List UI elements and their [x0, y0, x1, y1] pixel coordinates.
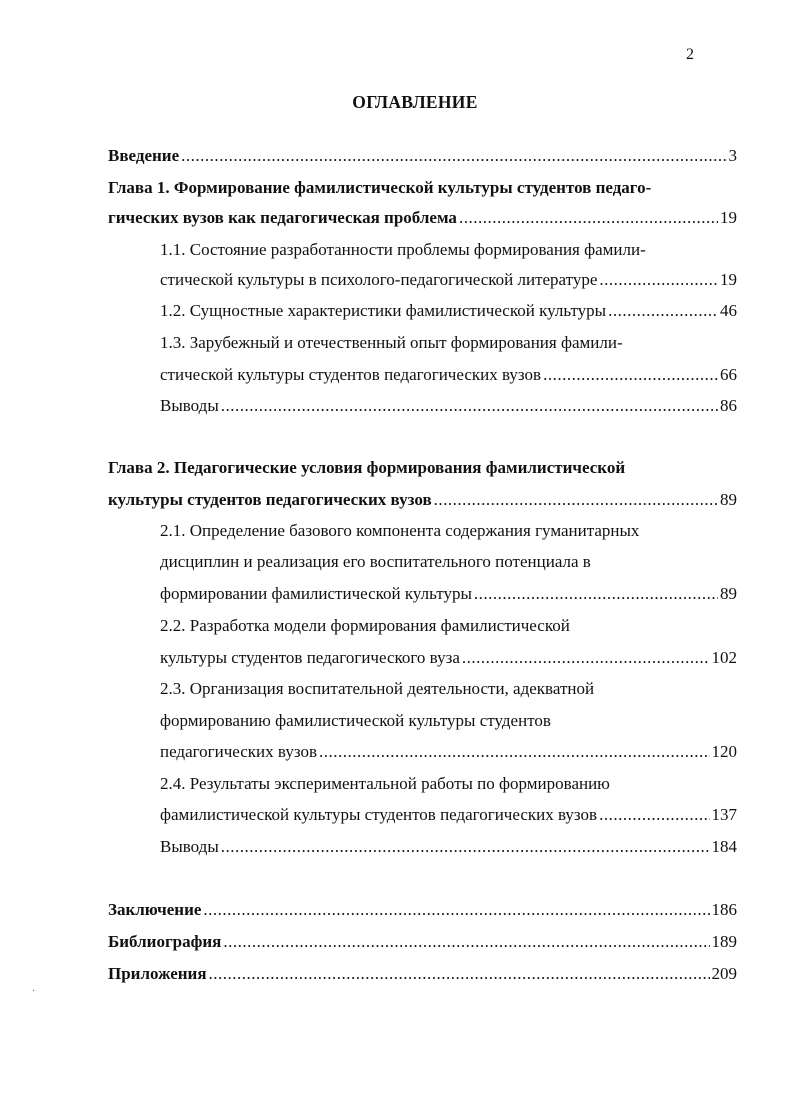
- dot-leader: [181, 144, 726, 168]
- toc-chapter-1: [108, 206, 737, 230]
- entry-text: Приложения: [108, 964, 207, 983]
- entry-text: формировании фамилистической культуры: [160, 584, 472, 603]
- toc-title: ОГЛАВЛЕНИЕ: [352, 92, 478, 112]
- entry-text: культуры студентов педагогического вуза: [160, 648, 460, 667]
- entry-page: 186: [711, 900, 737, 919]
- toc-section-2-3: [160, 740, 737, 764]
- entry-text: гических вузов как педагогическая проблема: [108, 208, 457, 227]
- toc-section-1-3: [160, 363, 737, 387]
- toc-section-2-4-line-1: 2.4. Результаты экспериментальной работы по формированию: [160, 774, 610, 793]
- dot-leader: [459, 206, 718, 230]
- entry-text: Выводы: [160, 396, 219, 415]
- dot-leader: [434, 488, 718, 512]
- toc-section-2-3-line-2: формированию фамилистической культуры студентов: [160, 711, 551, 730]
- dot-leader: [319, 740, 710, 764]
- dot-leader: [608, 299, 718, 323]
- entry-page: 89: [720, 584, 737, 603]
- entry-page: 3: [728, 146, 737, 165]
- toc-entry-conclusion: [108, 898, 737, 922]
- entry-text: Библиография: [108, 932, 222, 951]
- dot-leader: [462, 646, 710, 670]
- dot-leader: [543, 363, 718, 387]
- entry-page: 184: [711, 837, 737, 856]
- entry-text: фамилистической культуры студентов педагогических вузов: [160, 805, 598, 824]
- entry-page: 86: [720, 396, 737, 415]
- toc-section-2-2-line-1: 2.2. Разработка модели формирования фамилистической: [160, 616, 570, 635]
- entry-text: стической культуры студентов педагогических вузов: [160, 365, 542, 384]
- entry-page: 19: [720, 208, 737, 227]
- dot-leader: [209, 962, 710, 986]
- toc-section-2-1-line-2: дисциплин и реализация его воспитательного потенциала в: [160, 552, 591, 571]
- dot-leader: [223, 930, 709, 954]
- entry-text: стической культуры в психолого-педагогической литературе: [160, 270, 598, 289]
- toc-section-2-1-line-1: 2.1. Определение базового компонента содержания гуманитарных: [160, 521, 640, 540]
- entry-page: 137: [711, 805, 737, 824]
- toc-entry-bibliography: [108, 930, 737, 954]
- entry-page: 209: [711, 964, 737, 983]
- dot-leader: [221, 394, 718, 418]
- toc-section-1-1: [160, 268, 737, 292]
- entry-page: 102: [711, 648, 737, 667]
- toc-section-1-2: [160, 299, 737, 323]
- entry-text: Заключение: [108, 900, 202, 919]
- entry-page: 189: [711, 932, 737, 951]
- dot-leader: [599, 268, 718, 292]
- toc-chapter-1-conclusions: [160, 394, 737, 418]
- scan-speck: ·: [32, 986, 36, 997]
- toc-chapter-2-title-line-1: Глава 2. Педагогические условия формирования фамилистической: [108, 458, 626, 477]
- entry-page: 19: [720, 270, 737, 289]
- entry-page: 46: [720, 301, 737, 320]
- dot-leader: [474, 582, 718, 606]
- entry-page: 120: [711, 742, 737, 761]
- entry-text: Выводы: [160, 837, 219, 856]
- dot-leader: [599, 803, 709, 827]
- toc-section-1-1-line-1: 1.1. Состояние разработанности проблемы формирования фамили-: [160, 240, 646, 259]
- page-number: 2: [686, 46, 694, 63]
- toc-section-2-3-line-1: 2.3. Организация воспитательной деятельности, адекватной: [160, 679, 595, 698]
- toc-section-2-4: [160, 803, 737, 827]
- entry-text: культуры студентов педагогических вузов: [108, 490, 432, 509]
- entry-page: 66: [720, 365, 737, 384]
- dot-leader: [203, 898, 709, 922]
- toc-chapter-1-title-line-1: Глава 1. Формирование фамилистической культуры студентов педаго-: [108, 178, 652, 197]
- entry-text: Введение: [108, 146, 180, 165]
- dot-leader: [221, 835, 710, 859]
- toc-chapter-2: [108, 488, 737, 512]
- toc-entry-appendices: [108, 962, 737, 986]
- toc-chapter-2-conclusions: [160, 835, 737, 859]
- entry-text: педагогических вузов: [160, 742, 317, 761]
- toc-section-1-3-line-1: 1.3. Зарубежный и отечественный опыт формирования фамили-: [160, 333, 623, 352]
- toc-section-2-2: [160, 646, 737, 670]
- entry-page: 89: [720, 490, 737, 509]
- toc-section-2-1: [160, 582, 737, 606]
- toc-entry-introduction: [108, 144, 737, 168]
- entry-text: 1.2. Сущностные характеристики фамилистической культуры: [160, 301, 607, 320]
